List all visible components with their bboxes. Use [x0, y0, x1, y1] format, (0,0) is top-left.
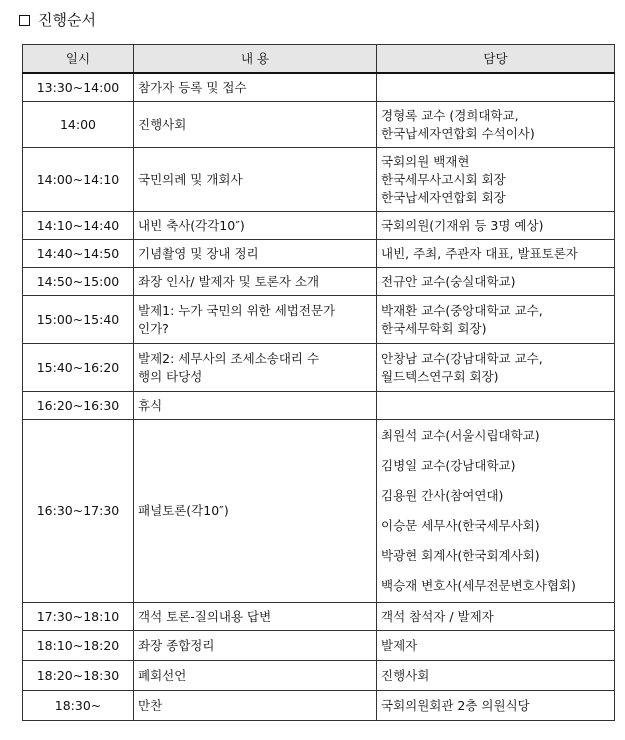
- responsible-cell: 경형록 교수 (경희대학교, 한국납세자연합회 수석이사): [377, 102, 615, 148]
- time-cell: 16:20~16:30: [23, 392, 134, 420]
- table-row: [23, 212, 615, 240]
- table-row: [23, 631, 615, 661]
- table-row: [23, 268, 615, 296]
- time-cell: 14:40~14:50: [23, 240, 134, 268]
- responsible-cell: 객석 참석자 / 발제자: [377, 603, 615, 631]
- responsible-cell: 국회의원 백재현 한국세무사고시회 회장 한국납세자연합회 회장: [377, 148, 615, 212]
- content-cell: 폐회선언: [134, 661, 377, 691]
- responsible-cell: 진행사회: [377, 661, 615, 691]
- content-cell: 만찬: [134, 691, 377, 721]
- content-cell: 국민의례 및 개회사: [134, 148, 377, 212]
- section-title-text: 진행순서: [38, 11, 96, 29]
- section-title: [19, 9, 96, 31]
- content-cell: 내빈 축사(각각10″): [134, 212, 377, 240]
- time-cell: 17:30~18:10: [23, 603, 134, 631]
- header-content: 내 용: [134, 45, 377, 74]
- content-cell: 기념촬영 및 장내 정리: [134, 240, 377, 268]
- time-cell: 16:30~17:30: [23, 420, 134, 603]
- table-row: [23, 392, 615, 420]
- responsible-cell: [377, 73, 615, 102]
- responsible-cell: 박재환 교수(중앙대학교 교수, 한국세무학회 회장): [377, 296, 615, 344]
- time-cell: 18:20~18:30: [23, 661, 134, 691]
- time-cell: 14:10~14:40: [23, 212, 134, 240]
- time-cell: 18:30~: [23, 691, 134, 721]
- content-cell: 참가자 등록 및 접수: [134, 73, 377, 102]
- time-cell: 14:50~15:00: [23, 268, 134, 296]
- responsible-cell: 국회의원회관 2층 의원식당: [377, 691, 615, 721]
- table-row: [23, 102, 615, 148]
- time-cell: 18:10~18:20: [23, 631, 134, 661]
- table-row: [23, 420, 615, 603]
- time-cell: 14:00~14:10: [23, 148, 134, 212]
- content-cell: 진행사회: [134, 102, 377, 148]
- content-cell: 좌장 인사/ 발제자 및 토론자 소개: [134, 268, 377, 296]
- checkbox-square-icon: [19, 15, 30, 26]
- content-cell: 발제2: 세무사의 조세소송대리 수 행의 타당성: [134, 344, 377, 392]
- table-row: [23, 240, 615, 268]
- responsible-cell: 국회의원(기재위 등 3명 예상): [377, 212, 615, 240]
- time-cell: 13:30~14:00: [23, 73, 134, 102]
- responsible-cell: [377, 392, 615, 420]
- table-row: [23, 148, 615, 212]
- responsible-cell: 내빈, 주최, 주관자 대표, 발표토론자: [377, 240, 615, 268]
- header-time: 일시: [23, 45, 134, 74]
- content-cell: 객석 토론-질의내용 답변: [134, 603, 377, 631]
- table-row: [23, 661, 615, 691]
- table-row: [23, 296, 615, 344]
- time-cell: 14:00: [23, 102, 134, 148]
- responsible-cell: 발제자: [377, 631, 615, 661]
- content-cell: 휴식: [134, 392, 377, 420]
- content-cell: 좌장 종합정리: [134, 631, 377, 661]
- time-cell: 15:40~16:20: [23, 344, 134, 392]
- table-row: [23, 603, 615, 631]
- table-row: [23, 691, 615, 721]
- table-row: [23, 73, 615, 102]
- responsible-cell: 전규안 교수(숭실대학교): [377, 268, 615, 296]
- schedule-table: [22, 44, 615, 721]
- header-row: [23, 45, 615, 74]
- table-row: [23, 344, 615, 392]
- responsible-cell: 안창남 교수(강남대학교 교수, 월드텍스연구회 회장): [377, 344, 615, 392]
- content-cell: 패널토론(각10″): [134, 420, 377, 603]
- content-cell: 발제1: 누가 국민의 위한 세법전문가 인가?: [134, 296, 377, 344]
- header-responsible: 담당: [377, 45, 615, 74]
- responsible-cell: 최원석 교수(서울시립대학교) 김병일 교수(강남대학교) 김용원 간사(참여연대) 이승문 세무사(한국세무사회) 박광현 회계사(한국회계사회) 백승재 변호사(세무전문변호사협회): [377, 420, 615, 603]
- time-cell: 15:00~15:40: [23, 296, 134, 344]
